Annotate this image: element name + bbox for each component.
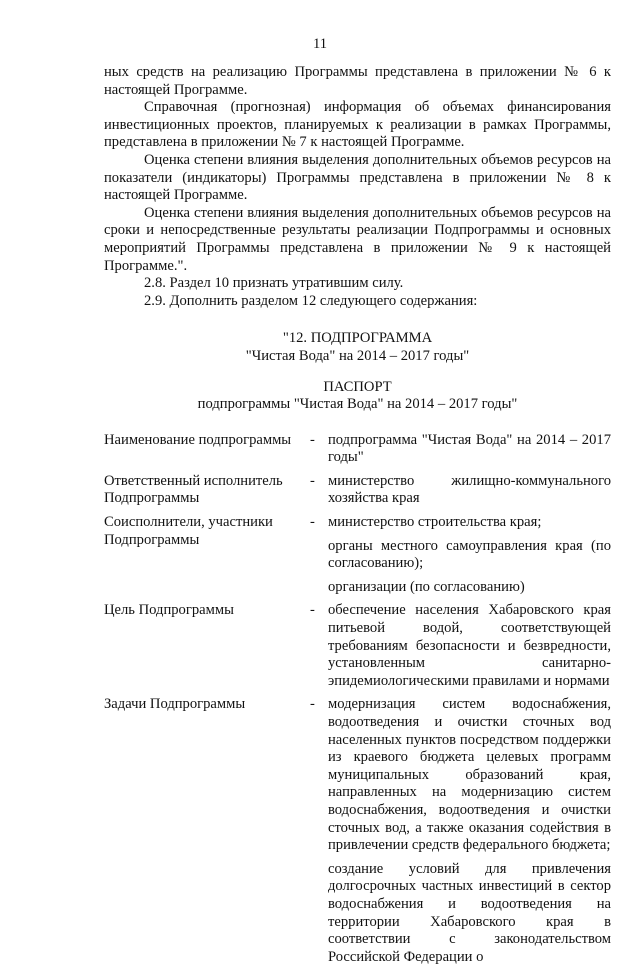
dash-separator: - (310, 431, 315, 448)
passport-value: модернизация систем водоснабжения, водоотведения и очистки сточных вод населенных пунктов посредством поддержки из краевого бюджета целевых программ муниципальных образований края, направленных на модернизацию систем водоснабжения, водоотведения и очистки сточных вод, а также оказания содействия в привлечении средств федерального бюджета; создание условий для привлечения долгосрочных частных инвестиций в сектор водоснабжения и водоотведения на территории Хабаровского края в соответствии с законодательством Российской Федерации о (328, 696, 611, 965)
passport-label: Ответственный исполнитель Подпрограммы (104, 472, 283, 507)
passport-value: подпрограмма "Чистая Вода" на 2014 – 2017 годы" (328, 431, 611, 466)
paragraph: ных средств на реализацию Программы представлена в приложении № 6 к настоящей Программе. (104, 64, 611, 98)
passport-heading: ПАСПОРТ (323, 378, 392, 395)
paragraph: 2.9. Дополнить разделом 12 следующего содержания: (144, 292, 478, 309)
passport-row-coexecutors (104, 514, 611, 596)
passport-label: Соисполнители, участники Подпрограммы (104, 514, 273, 548)
passport-value: министерство жилищно-коммунального хозяйства края (328, 472, 611, 507)
paragraph: Справочная (прогнозная) информация об объемах финансирования инвестиционных проектов, планируемых к реализации в рамках Программы, представлена в приложении № 7 к настоящей Программе. (104, 99, 611, 151)
subprogram-name: "Чистая Вода" на 2014 – 2017 годы" (245, 347, 470, 364)
passport-row-responsible (104, 473, 611, 508)
paragraph: Оценка степени влияния выделения дополнительных объемов ресурсов на показатели (индикаторы) Программы представлена в приложении № 8 к настоящей Программе. (104, 151, 611, 204)
subprogram-heading: "12. ПОДПРОГРАММА (282, 330, 433, 347)
passport-value: министерство строительства края; органы местного самоуправления края (по согласованию); организации (по согласованию) (328, 514, 611, 595)
page-number: 11 (312, 36, 328, 52)
document-body (104, 64, 611, 972)
passport-value: обеспечение населения Хабаровского края питьевой водой, соответствующей требованиям безопасности и безвредности, установленным санитарно-эпидемиологическими правилами и нормами (328, 602, 611, 689)
paragraph: Оценка степени влияния выделения дополнительных объемов ресурсов на сроки и непосредственные результаты реализации Подпрограммы и основных мероприятий Программы представлена в приложении № 9 к настоящей Программе.". (104, 204, 611, 274)
dash-separator: - (310, 472, 315, 489)
dash-separator: - (310, 602, 315, 619)
passport-row-goal (104, 602, 611, 690)
dash-separator: - (310, 514, 315, 531)
passport-label: Цель Подпрограммы (104, 602, 234, 619)
paragraph: 2.8. Раздел 10 признать утратившим силу. (144, 275, 404, 292)
dash-separator: - (310, 696, 315, 713)
passport-label: Задачи Подпрограммы (104, 696, 246, 713)
passport-row-tasks (104, 696, 611, 966)
passport-subheading: подпрограммы "Чистая Вода" на 2014 – 2017 годы" (197, 396, 518, 413)
passport-label: Наименование подпрограммы (104, 431, 292, 448)
passport-row-name (104, 432, 611, 467)
passport-table (104, 432, 611, 967)
